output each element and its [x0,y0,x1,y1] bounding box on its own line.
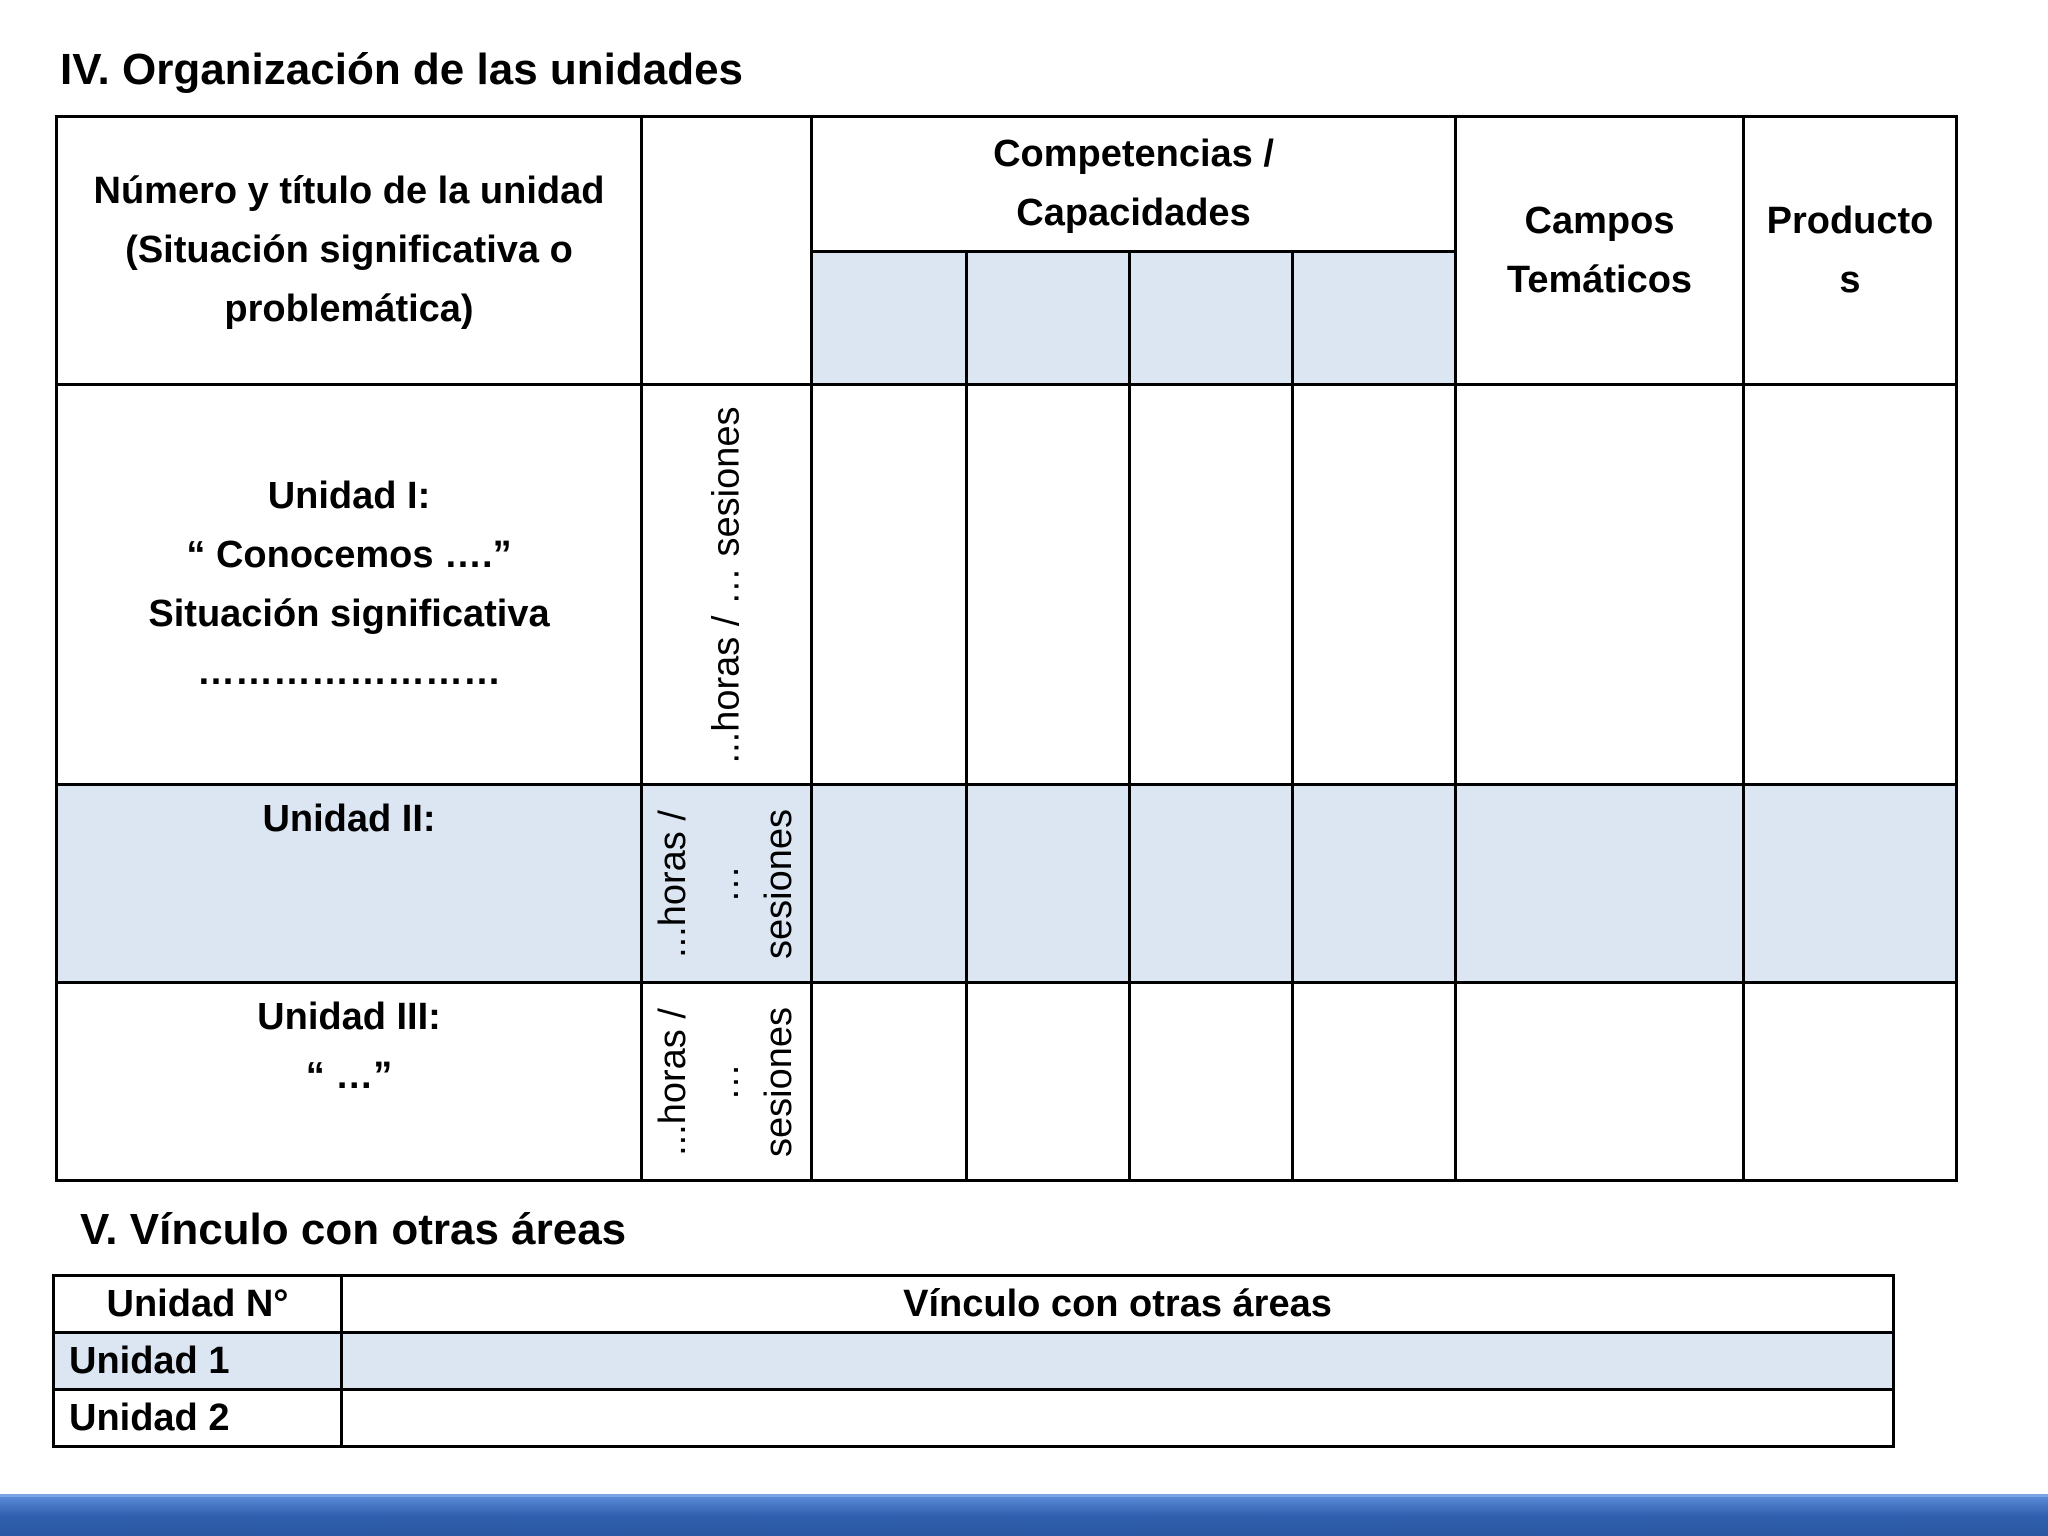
table-cell [1293,385,1456,785]
slide-footer-bar [0,1494,2048,1536]
table-row [57,983,1957,1181]
unit-3-title [57,983,642,1181]
table-cell [1744,385,1957,785]
unit-3-duration-cell [642,983,812,1181]
unit-2-duration-line-1: ...horas / [651,809,694,958]
unit-2-title [57,785,642,983]
unit-1-title-line-4: …………………… [197,651,501,694]
header-unit-title [57,117,642,385]
header-competencias-line-1: Competencias / [993,133,1274,176]
unit-2-duration [647,809,807,959]
table-cell [1130,385,1293,785]
competencia-cell [967,252,1130,385]
competencia-cell [1293,252,1456,385]
table-cell [1456,983,1744,1181]
column-header-unit: Unidad N° [54,1276,342,1333]
table-row [54,1333,1894,1390]
link-row-1-unit: Unidad 1 [54,1333,342,1390]
unit-3-duration-line-3: sesiones [758,1006,801,1157]
header-productos [1744,117,1957,385]
header-productos-line-1: Producto [1766,199,1934,242]
unit-2-title-line-1: Unidad II: [262,798,436,840]
section-iv-title: IV. Organización de las unidades [60,45,744,94]
table-cell [1130,983,1293,1181]
column-header-link: Vínculo con otras áreas [342,1276,1894,1333]
header-productos-line-2: s [1839,258,1861,301]
header-unit-title-line-2: (Situación significativa o [125,229,573,272]
table-cell [967,385,1130,785]
table-row [57,785,1957,983]
section-v-title: V. Vínculo con otras áreas [80,1205,627,1254]
header-unit-title-line-1: Número y título de la unidad [93,170,605,213]
table-cell [967,983,1130,1181]
table-cell [812,785,967,983]
header-campos-tematicos [1456,117,1744,385]
unit-3-duration-line-2: … [704,1062,747,1101]
link-row-2-value [342,1390,1894,1447]
unit-2-duration-line-3: sesiones [758,808,801,959]
unit-1-title [57,385,642,785]
table-cell [1130,785,1293,983]
unit-1-duration: ...horas / … sesiones [704,406,747,763]
header-campos-line-1: Campos [1524,199,1675,242]
link-row-1-value [342,1333,1894,1390]
unit-1-duration-cell [642,385,812,785]
unit-1-title-line-3: Situación significativa [148,592,550,635]
link-row-2-unit: Unidad 2 [54,1390,342,1447]
table-cell [967,785,1130,983]
table-row [57,385,1957,785]
header-competencias-line-2: Capacidades [1016,192,1251,234]
table-cell [1744,983,1957,1181]
competencia-cell [812,252,967,385]
unit-3-duration [647,1007,807,1157]
unit-3-duration-line-1: ...horas / [651,1007,694,1156]
table-cell [1744,785,1957,983]
units-organization-table [55,115,1958,1182]
table-cell [1456,785,1744,983]
table-cell [1293,983,1456,1181]
unit-2-duration-cell [642,785,812,983]
table-header-row [54,1276,1894,1333]
unit-1-title-line-2: “ Conocemos ….” [186,533,512,576]
header-campos-line-2: Temáticos [1506,258,1693,301]
area-links-table [52,1274,1895,1448]
unit-2-duration-line-2: … [704,864,747,903]
header-duration-cell [642,117,812,385]
unit-3-title-line-2: “ …” [305,1054,393,1097]
table-cell [1293,785,1456,983]
header-unit-title-line-3: problemática) [224,287,474,330]
header-competencias [812,117,1456,252]
table-cell [812,385,967,785]
competencia-cell [1130,252,1293,385]
table-cell [1456,385,1744,785]
unit-3-title-line-1: Unidad III: [257,996,441,1038]
unit-1-title-line-1: Unidad I: [267,474,431,517]
table-cell [812,983,967,1181]
table-row [54,1390,1894,1447]
